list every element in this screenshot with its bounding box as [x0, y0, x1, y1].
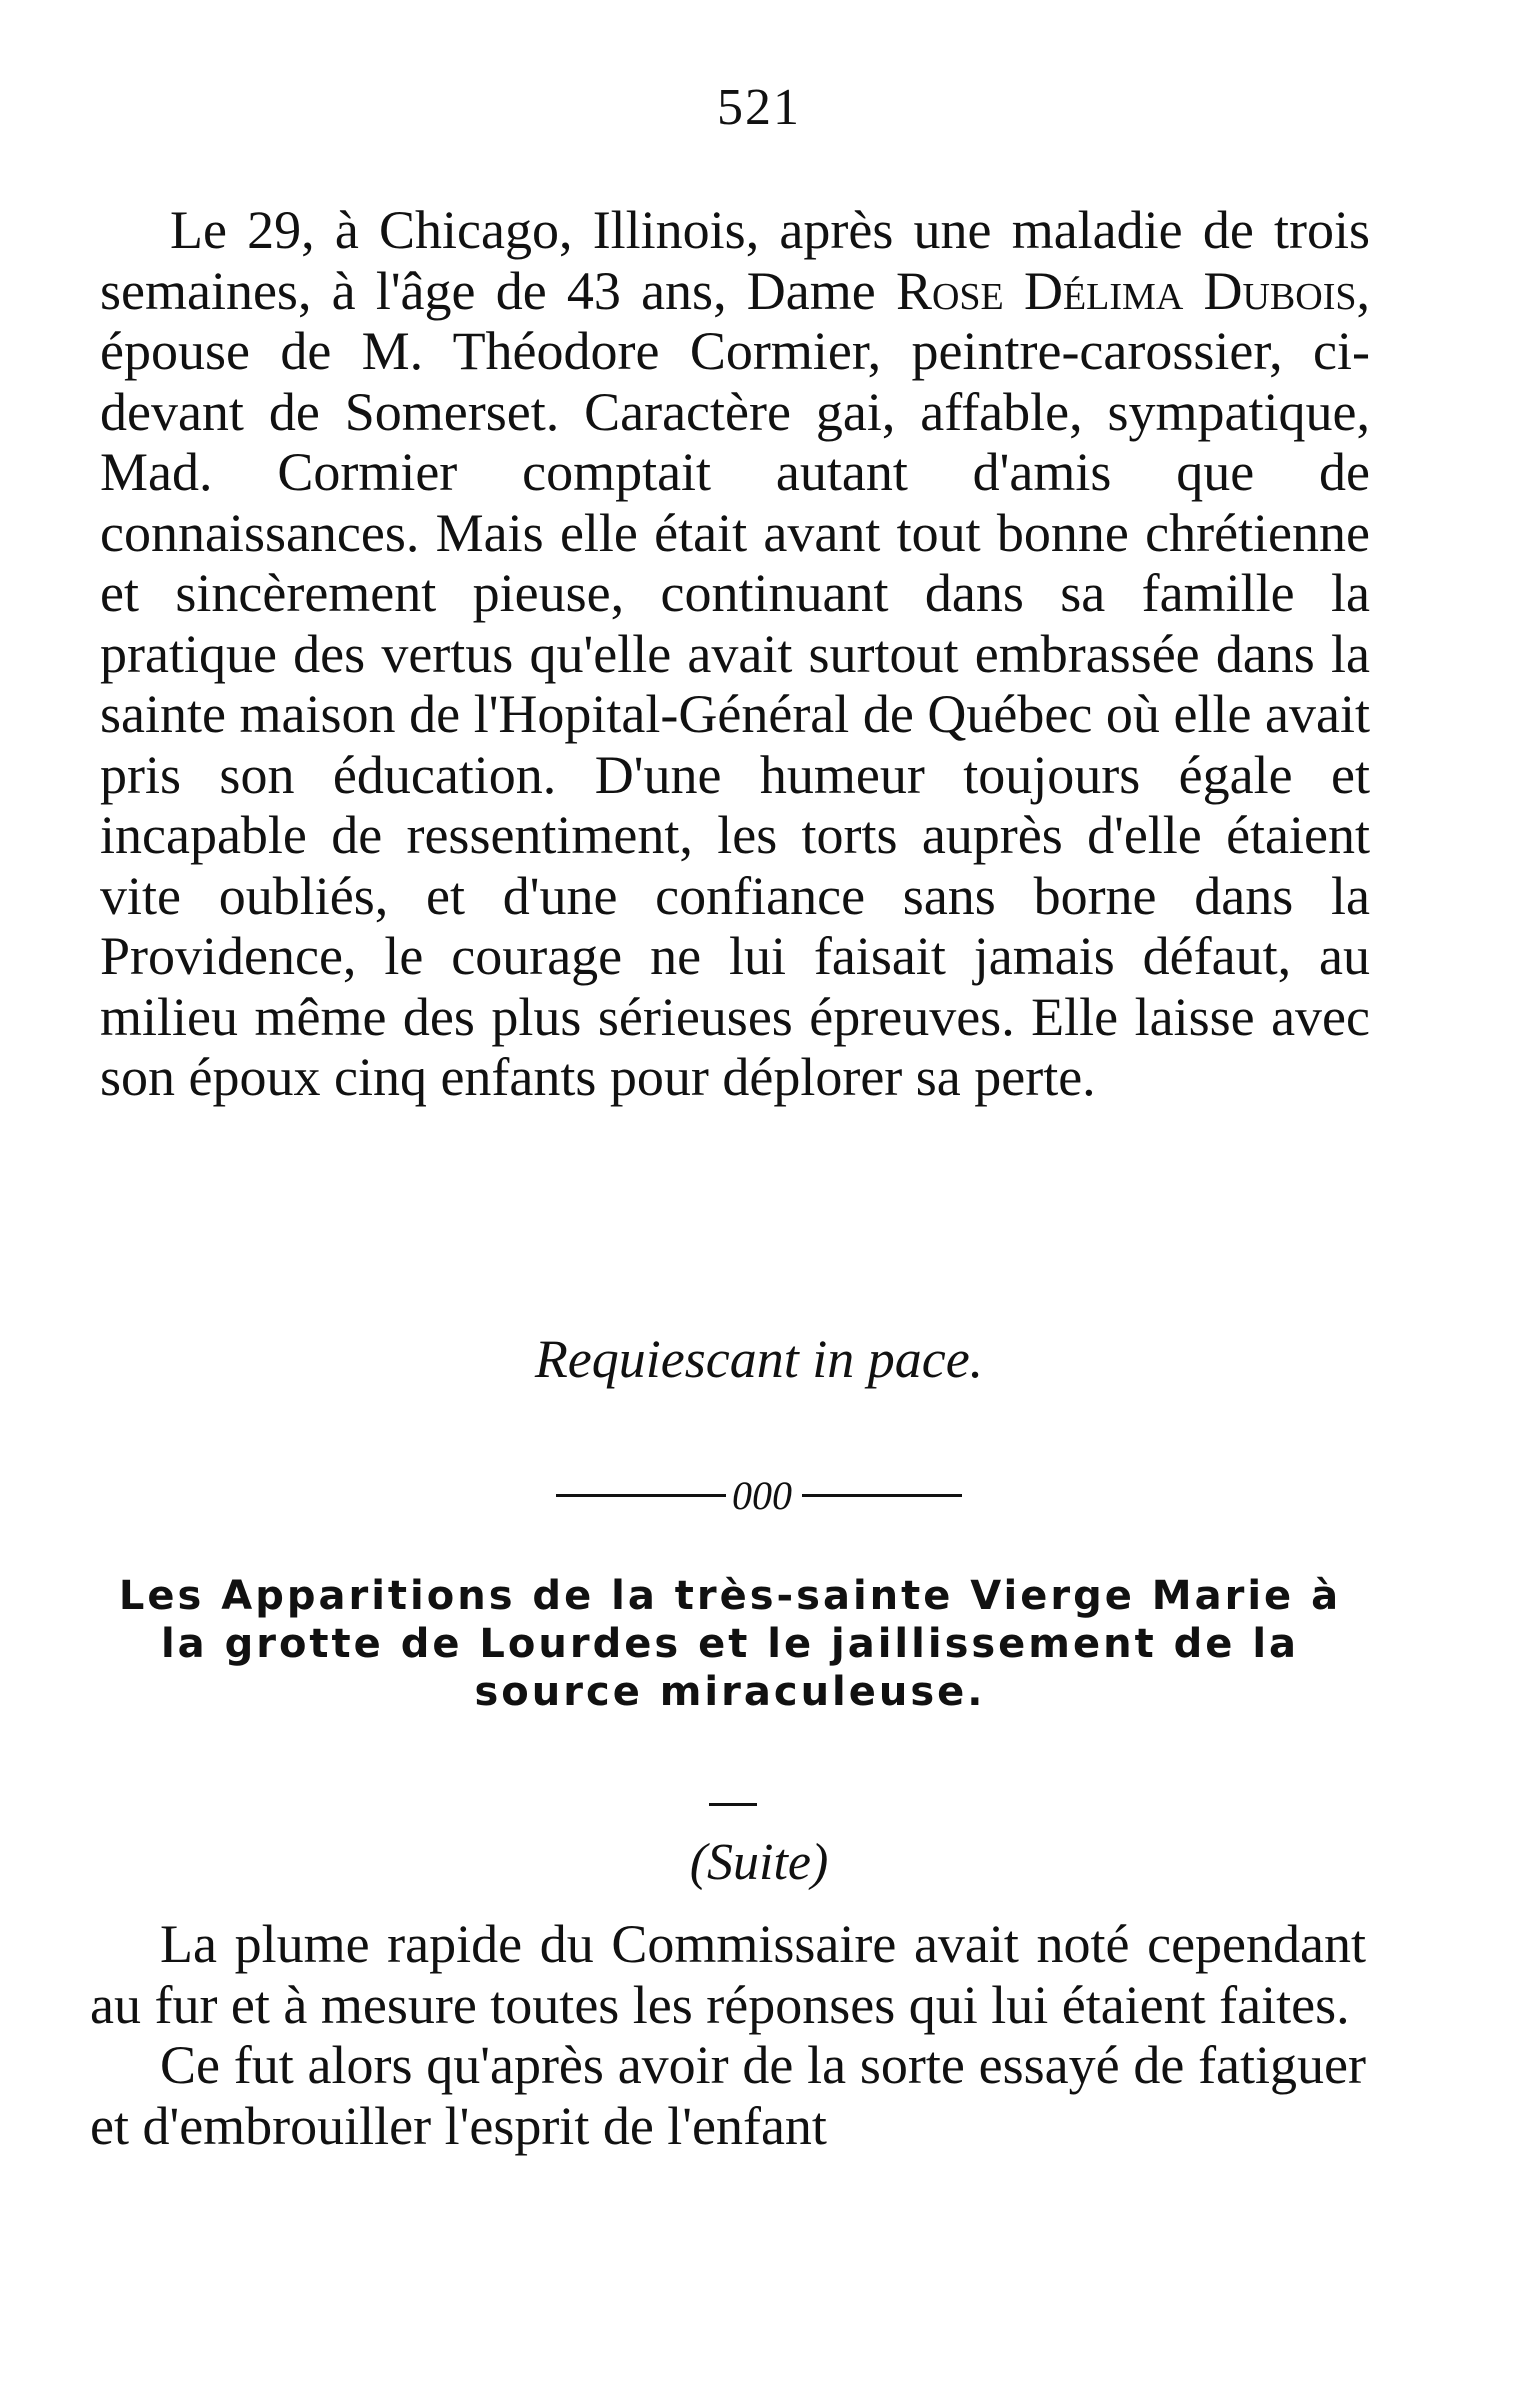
page-number: 521: [717, 79, 801, 136]
separator-ornament: 000: [732, 1473, 792, 1518]
title-dash: [709, 1803, 757, 1806]
article-paragraph: La plume rapide du Commissaire avait noté cependant au fur et à mesure toutes les réponses qui lui étaient faites.: [90, 1914, 1366, 2035]
separator-rule-left: [556, 1494, 726, 1497]
article-body: [90, 1914, 1366, 2156]
article-title: Les Apparitions de la très-sainte Vierge Marie à la grotte de Lourdes et le jaillissement de la source miraculeuse.: [118, 1573, 1342, 1715]
obituary-intro: Le 29, à Chicago, Illinois, après une maladie de trois semaines, à l'âge de 43 ans, Dame: [100, 200, 1370, 321]
separator-rule-right: [802, 1494, 962, 1497]
obituary-paragraph: [100, 200, 1370, 1108]
article-subtitle: (Suite): [689, 1834, 829, 1891]
obituary-body: , épouse de M. Théodore Cormier, peintre-carossier, ci-devant de Somerset. Caractère gai, affable, sympatique, Mad. Cormier comptait autant d'amis que de connaissances. Mais elle était avant tout bonne chrétienne et sincèrement pieuse, continuant dans sa famille la pratique des vertus qu'elle avait surtout embrassée dans la sainte maison de l'Hopital-Général de Québec où elle avait pris son éducation. D'une humeur toujours égale et incapable de ressentiment, les torts auprès d'elle étaient vite oubliés, et d'une confiance sans borne dans la Providence, le courage ne lui faisait jamais défaut, au milieu même des plus sérieuses épreuves. Elle laisse avec son époux cinq enfants pour déplorer sa perte.: [100, 260, 1370, 1107]
deceased-name: Rose Délima Dubois: [895, 260, 1357, 321]
requiescat-line: Requiescant in pace.: [534, 1329, 984, 1389]
section-separator: [0, 1472, 1518, 1519]
article-paragraph: Ce fut alors qu'après avoir de la sorte essayé de fatiguer et d'embrouiller l'esprit de l'enfant: [90, 2035, 1366, 2156]
